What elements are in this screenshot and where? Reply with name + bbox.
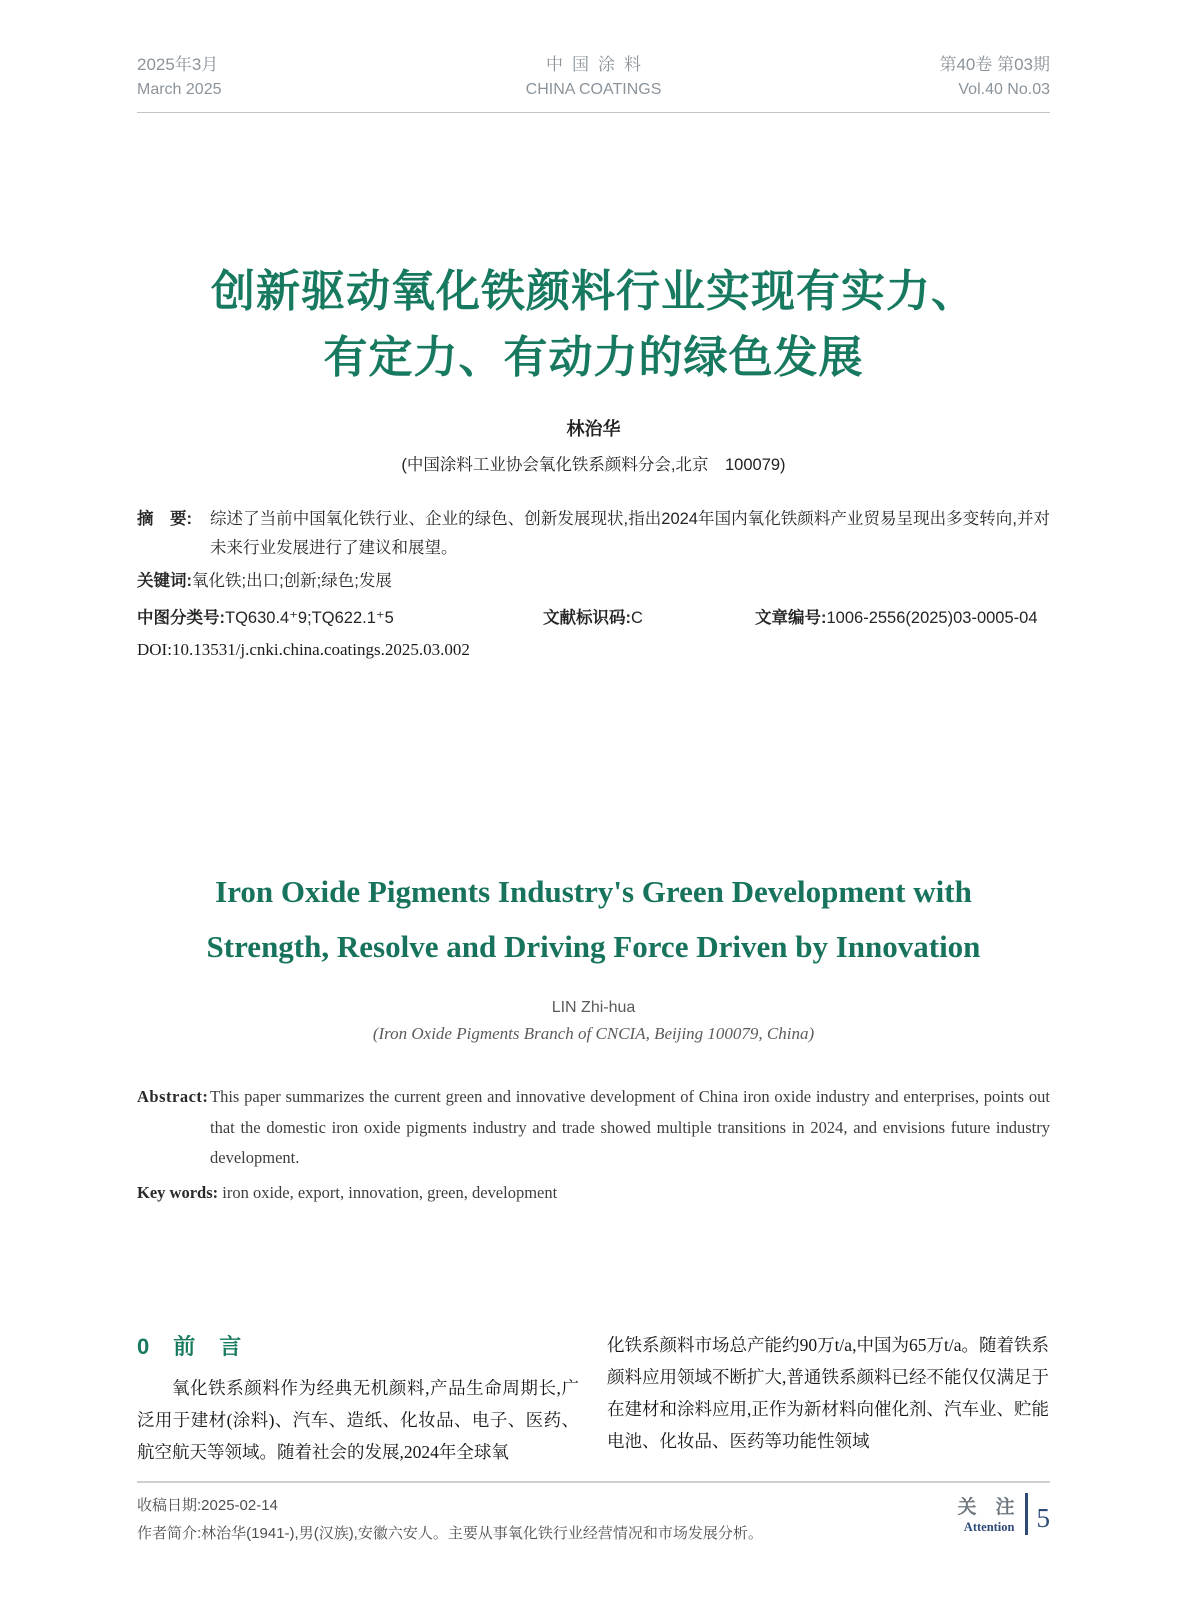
doi-text: DOI:10.13531/j.cnki.china.coatings.2025.03.002	[137, 639, 470, 659]
doc-code-item	[543, 604, 755, 632]
body-column-right	[607, 1330, 1049, 1469]
issue-volume-en: Vol.40 No.03	[958, 81, 1050, 99]
keywords-label-cn: 关键词:	[137, 571, 192, 590]
issue-info-block	[770, 52, 1050, 103]
body-paragraph-left: 氧化铁系颜料作为经典无机颜料,产品生命周期长,广泛用于建材(涂料)、汽车、造纸、化妆品、电子、医药、航空航天等领域。随着社会的发展,2024年全球氧	[137, 1378, 579, 1462]
doc-code-value: C	[631, 609, 643, 628]
article-title-en-line1: Iron Oxide Pigments Industry's Green Development with	[215, 873, 972, 909]
author-bio-label: 作者简介:	[137, 1525, 202, 1543]
article-body	[137, 1330, 1050, 1469]
footnotes-block	[137, 1483, 1050, 1549]
article-id-label: 文章编号:	[755, 609, 827, 628]
article-id-value: 1006-2556(2025)03-0005-04	[826, 609, 1038, 628]
footer-column-names	[957, 1492, 1024, 1535]
keywords-cn-row	[137, 567, 1050, 595]
article-title-cn-line2: 有定力、有动力的绿色发展	[323, 333, 864, 383]
abstract-cn-row	[137, 505, 1050, 562]
footer-column-name-en: Attention	[963, 1520, 1015, 1534]
clc-value: TQ630.4⁺9;TQ622.1⁺5	[225, 609, 394, 628]
clc-label: 中图分类号:	[137, 609, 225, 628]
page-number: 5	[1036, 1503, 1050, 1533]
journal-title-cn: 中国涂料	[546, 55, 650, 74]
journal-header	[137, 0, 1050, 113]
article-title-en-line2: Strength, Resolve and Driving Force Driven by Innovation	[206, 929, 981, 965]
doc-code-label: 文献标识码:	[543, 609, 631, 628]
keywords-label-en: Key words:	[137, 1182, 219, 1202]
article-title-cn-line1: 创新驱动氧化铁颜料行业实现有实力、	[211, 267, 976, 317]
clc-item	[137, 604, 543, 632]
received-date-line	[137, 1492, 1050, 1521]
body-paragraph-right: 化铁系颜料市场总产能约90万t/a,中国为65万t/a。随着铁系颜料应用领域不断扩大,普通铁系颜料已经不能仅仅满足于在建材和涂料应用,正作为新材料向催化剂、汽车业、贮能电池、化妆品、医药等功能性领域	[607, 1335, 1049, 1451]
author-bio-line	[137, 1520, 1050, 1549]
section-0-heading: 0 前 言	[137, 1334, 243, 1360]
english-meta-block	[137, 1082, 1050, 1208]
header-date-block	[137, 52, 417, 103]
abstract-label-cn: 摘 要:	[137, 510, 192, 529]
body-column-left	[137, 1330, 579, 1469]
received-date-label: 收稿日期:	[137, 1496, 202, 1514]
keywords-text-cn: 氧化铁;出口;创新;绿色;发展	[192, 571, 392, 590]
affiliation-cn: (中国涂料工业协会氧化铁系颜料分会,北京 100079)	[401, 456, 786, 475]
author-name-cn: 林治华	[566, 419, 621, 440]
abstract-label-en: Abstract:	[137, 1087, 209, 1107]
issue-volume-cn: 第40卷 第03期	[939, 55, 1050, 74]
received-date-value: 2025-02-14	[201, 1496, 278, 1514]
affiliation-en: (Iron Oxide Pigments Branch of CNCIA, Beijing 100079, China)	[372, 1024, 815, 1044]
header-date-en: March 2025	[137, 81, 222, 99]
article-title-en	[137, 864, 1050, 976]
journal-title-block	[417, 52, 770, 103]
keywords-text-en: iron oxide, export, innovation, green, development	[222, 1182, 558, 1202]
header-date-cn: 2025年3月	[137, 55, 219, 74]
chinese-meta-block	[137, 505, 1050, 660]
keywords-en-row	[137, 1178, 1050, 1209]
page-footer	[957, 1492, 1050, 1535]
author-bio-value: 林治华(1941-),男(汉族),安徽六安人。主要从事氧化铁行业经营情况和市场发展分析。	[201, 1525, 763, 1543]
abstract-en-row	[137, 1082, 1050, 1174]
footer-column-name-cn: 关 注	[957, 1497, 1015, 1518]
journal-title-en: CHINA COATINGS	[525, 81, 662, 99]
article-title-cn	[137, 259, 1050, 391]
abstract-text-cn: 综述了当前中国氧化铁行业、企业的绿色、创新发展现状,指出2024年国内氧化铁颜料产业贸易呈现出多变转向,并对未来行业发展进行了建议和展望。	[210, 510, 1050, 557]
author-name-en: LIN Zhi-hua	[551, 999, 636, 1017]
classification-row	[137, 604, 1050, 632]
abstract-text-en: This paper summarizes the current green and innovative development of China iron oxide industry and enterprises, points out that the domestic iron oxide pigments industry and trade showed multiple transitions in 2024, and envisions future industry development.	[210, 1087, 1050, 1168]
article-id-item	[755, 604, 1050, 632]
